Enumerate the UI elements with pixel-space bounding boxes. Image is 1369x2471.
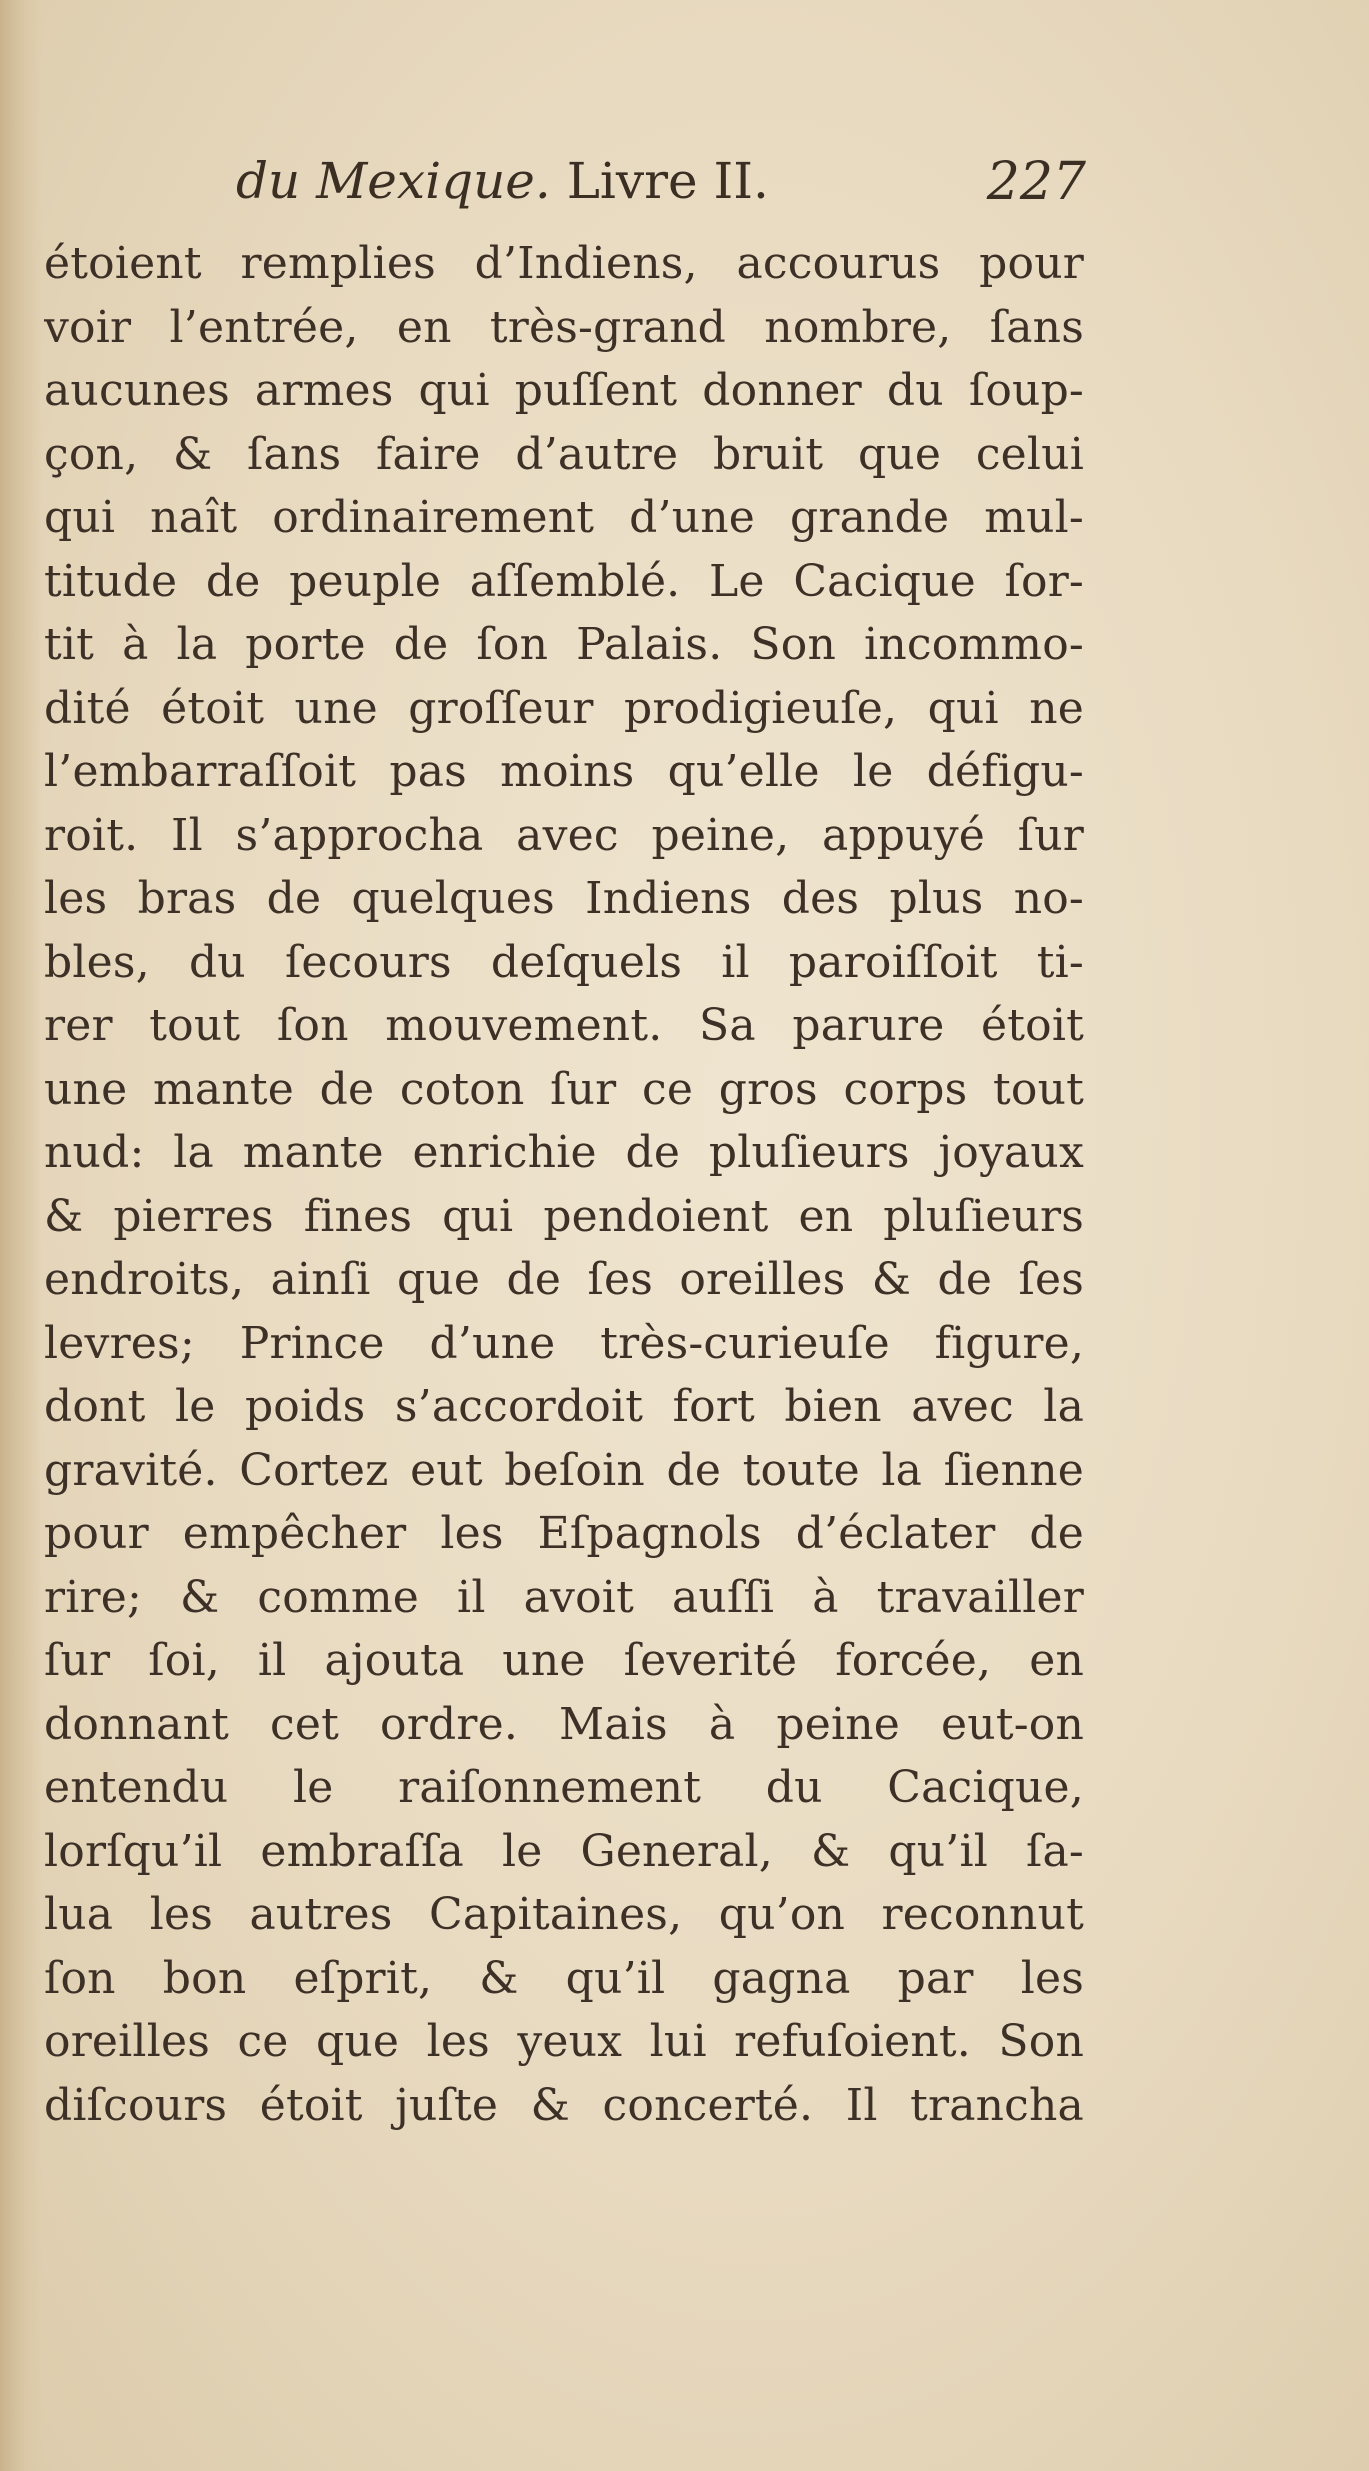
text-line: ſon bon eſprit, & qu’il gagna par les	[44, 1952, 1084, 2004]
text-line: nud: la mante enrichie de pluſieurs joyaux	[44, 1127, 1084, 1178]
text-line: étoient remplies d’Indiens, accourus pour	[44, 238, 1084, 289]
page-gutter-shadow	[0, 0, 42, 2471]
text-line: dité étoit une groſſeur prodigieuſe, qui ne	[44, 682, 1084, 734]
text-line: rire; & comme il avoit auſſi à travailler	[44, 1571, 1084, 1623]
text-line: une mante de coton ſur ce gros corps tout	[44, 1063, 1084, 1115]
body-text	[44, 232, 1084, 2137]
text-line: tit à la porte de ſon Palais. Son incommo-	[44, 619, 1084, 670]
text-line: gravité. Cortez eut beſoin de toute la ſienne	[44, 1444, 1084, 1496]
text-line: lua les autres Capitaines, qu’on reconnut	[44, 1889, 1084, 1940]
text-line: donnant cet ordre. Mais à peine eut-on	[44, 1698, 1084, 1750]
running-head-roman: Livre II.	[566, 152, 769, 210]
text-line: qui naît ordinairement d’une grande mul-	[44, 492, 1084, 543]
text-line: levres; Prince d’une très-curieuſe figure,	[44, 1317, 1084, 1369]
text-line: diſcours étoit juſte & concerté. Il trancha	[44, 2079, 1084, 2131]
text-line: ſur ſoi, il ajouta une ſeverité forcée, en	[44, 1635, 1084, 1686]
text-line: çon, & ſans faire d’autre bruit que celui	[44, 428, 1084, 480]
text-line: titude de peuple aſſemblé. Le Cacique ſor-	[44, 555, 1084, 607]
running-head-italic: du Mexique.	[236, 152, 551, 210]
text-line: voir l’entrée, en très-grand nombre, ſans	[44, 301, 1084, 353]
text-line: bles, du ſecours deſquels il paroiſſoit ti-	[44, 936, 1084, 988]
text-line: & pierres fines qui pendoient en pluſieurs	[44, 1190, 1084, 1242]
text-line: entendu le raiſonnement du Cacique,	[44, 1762, 1084, 1813]
running-head-title	[236, 152, 769, 210]
text-line: rer tout ſon mouvement. Sa parure étoit	[44, 1000, 1084, 1051]
text-line: l’embarraſſoit pas moins qu’elle le défigu-	[44, 746, 1084, 797]
text-line: dont le poids s’accordoit fort bien avec la	[44, 1381, 1084, 1432]
page-number: 227	[986, 152, 1086, 212]
text-line: oreilles ce que les yeux lui refuſoient. Son	[44, 2016, 1084, 2067]
running-head	[236, 152, 1086, 232]
text-line: endroits, ainſi que de ſes oreilles & de ſes	[44, 1254, 1084, 1305]
text-line: roit. Il s’approcha avec peine, appuyé ſur	[44, 809, 1084, 861]
text-line: les bras de quelques Indiens des plus no-	[44, 873, 1084, 924]
text-line: lorſqu’il embraſſa le General, & qu’il ſa-	[44, 1825, 1084, 1877]
text-line: aucunes armes qui puſſent donner du ſoup-	[44, 365, 1084, 416]
text-line: pour empêcher les Eſpagnols d’éclater de	[44, 1508, 1084, 1559]
